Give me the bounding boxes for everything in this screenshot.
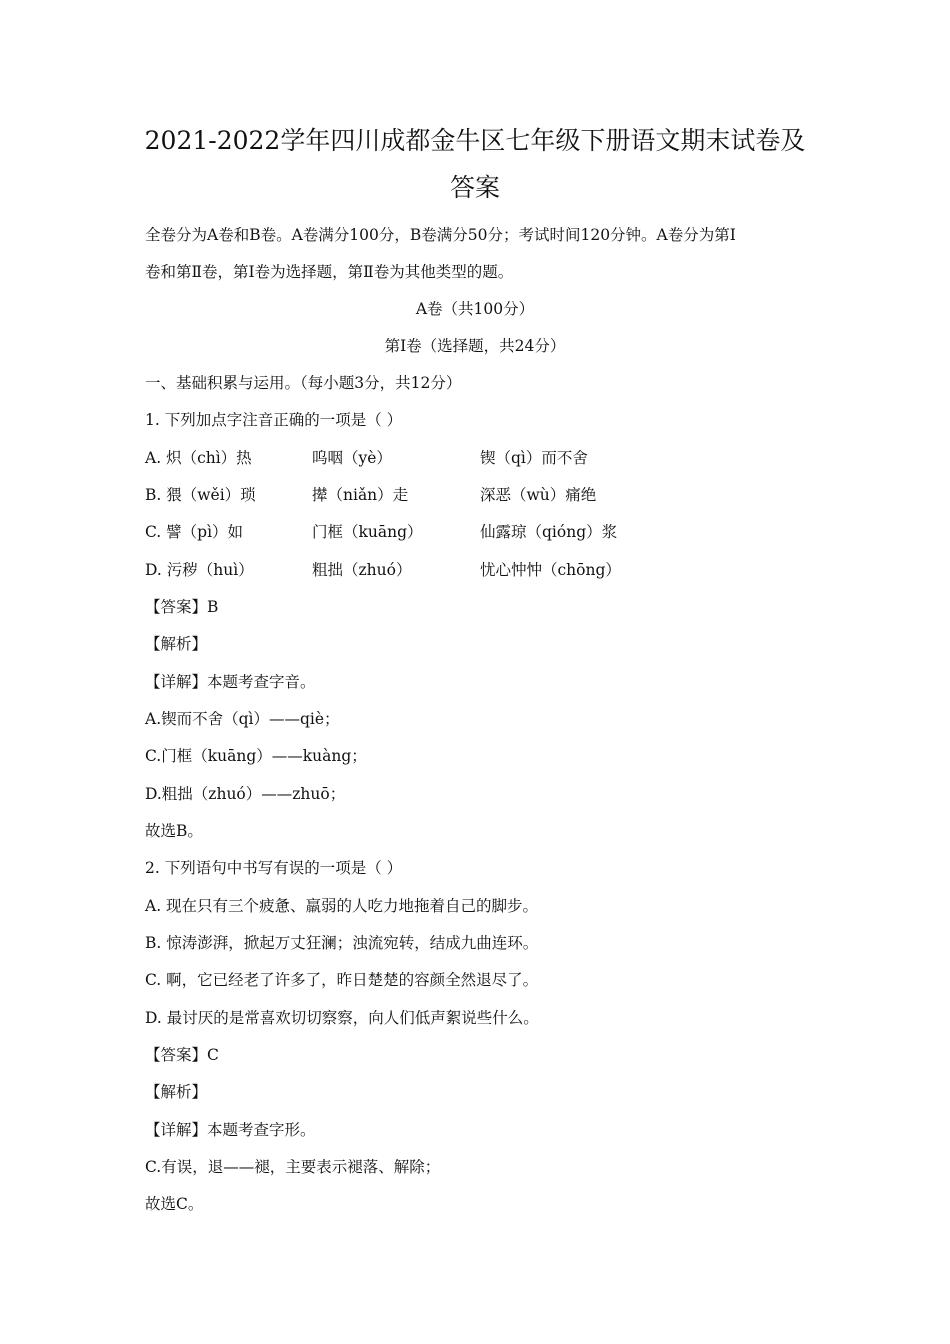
option-c-item-2: 门框（kuāng） (312, 523, 423, 541)
question-2-option-c: C. 啊，它已经老了许多了，昨日楚楚的容颜全然退尽了。 (145, 971, 539, 989)
intro-line-2: 卷和第Ⅱ卷，第Ⅰ卷为选择题，第Ⅱ卷为其他类型的题。 (145, 263, 514, 281)
question-2-option-b: B. 惊涛澎湃，掀起万丈狂澜；浊流宛转，结成九曲连环。 (145, 934, 539, 952)
question-2-conclusion: 故选C。 (145, 1195, 204, 1213)
option-a-item-3: 锲（qì）而不舍 (480, 449, 588, 467)
option-b-item-3: 深恶（wù）痛绝 (480, 486, 597, 504)
question-1-conclusion: 故选B。 (145, 822, 203, 840)
question-1-note-d: D.粗拙（zhuó）——zhuō； (145, 785, 346, 803)
group-1-heading: 一、基础积累与运用。（每小题3分，共12分） (145, 374, 462, 392)
question-1-answer: 【答案】B (145, 598, 219, 616)
option-d-item-1: D. 污秽（huì） (145, 561, 254, 579)
question-2-answer: 【答案】C (145, 1046, 219, 1064)
question-2-option-d: D. 最讨厌的是常喜欢切切察察，向人们低声絮说些什么。 (145, 1009, 539, 1027)
question-2-analysis: 【解析】 (145, 1083, 208, 1101)
section-a-heading: A卷（共100分） (415, 300, 535, 318)
question-1-analysis: 【解析】 (145, 635, 208, 653)
exam-title-line-2: 答案 (449, 173, 500, 202)
question-2-note-c: C.有误，退——褪，主要表示褪落、解除； (145, 1158, 441, 1176)
question-1-stem: 1. 下列加点字注音正确的一项是（ ） (145, 411, 403, 429)
option-a-item-2: 呜咽（yè） (312, 449, 392, 467)
option-b-item-2: 撵（niǎn）走 (312, 486, 409, 504)
question-2-option-a: A. 现在只有三个疲惫、羸弱的人吃力地拖着自己的脚步。 (145, 897, 539, 915)
part-1-heading: 第Ⅰ卷（选择题，共24分） (384, 337, 566, 355)
question-1-detail: 【详解】本题考查字音。 (145, 673, 316, 691)
option-b-item-1: B. 猥（wěi）琐 (145, 486, 256, 504)
option-d-item-3: 忧心忡忡（chōng） (480, 561, 621, 579)
exam-title-line-1: 2021-2022学年四川成都金牛区七年级下册语文期末试卷及 (144, 126, 806, 155)
question-1-note-a: A.锲而不舍（qì）——qiè； (145, 710, 340, 728)
question-2-stem: 2. 下列语句中书写有误的一项是（ ） (145, 859, 403, 877)
intro-line-1: 全卷分为A卷和B卷。A卷满分100分，B卷满分50分；考试时间120分钟。A卷分为第Ⅰ (145, 226, 736, 244)
option-a-item-1: A. 炽（chì）热 (145, 449, 252, 467)
question-2-detail: 【详解】本题考查字形。 (145, 1121, 316, 1139)
option-d-item-2: 粗拙（zhuó） (312, 561, 412, 579)
question-1-note-c: C.门框（kuāng）——kuàng； (145, 747, 367, 765)
option-c-item-1: C. 譬（pì）如 (145, 523, 244, 541)
option-c-item-3: 仙露琼（qióng）浆 (480, 523, 618, 541)
